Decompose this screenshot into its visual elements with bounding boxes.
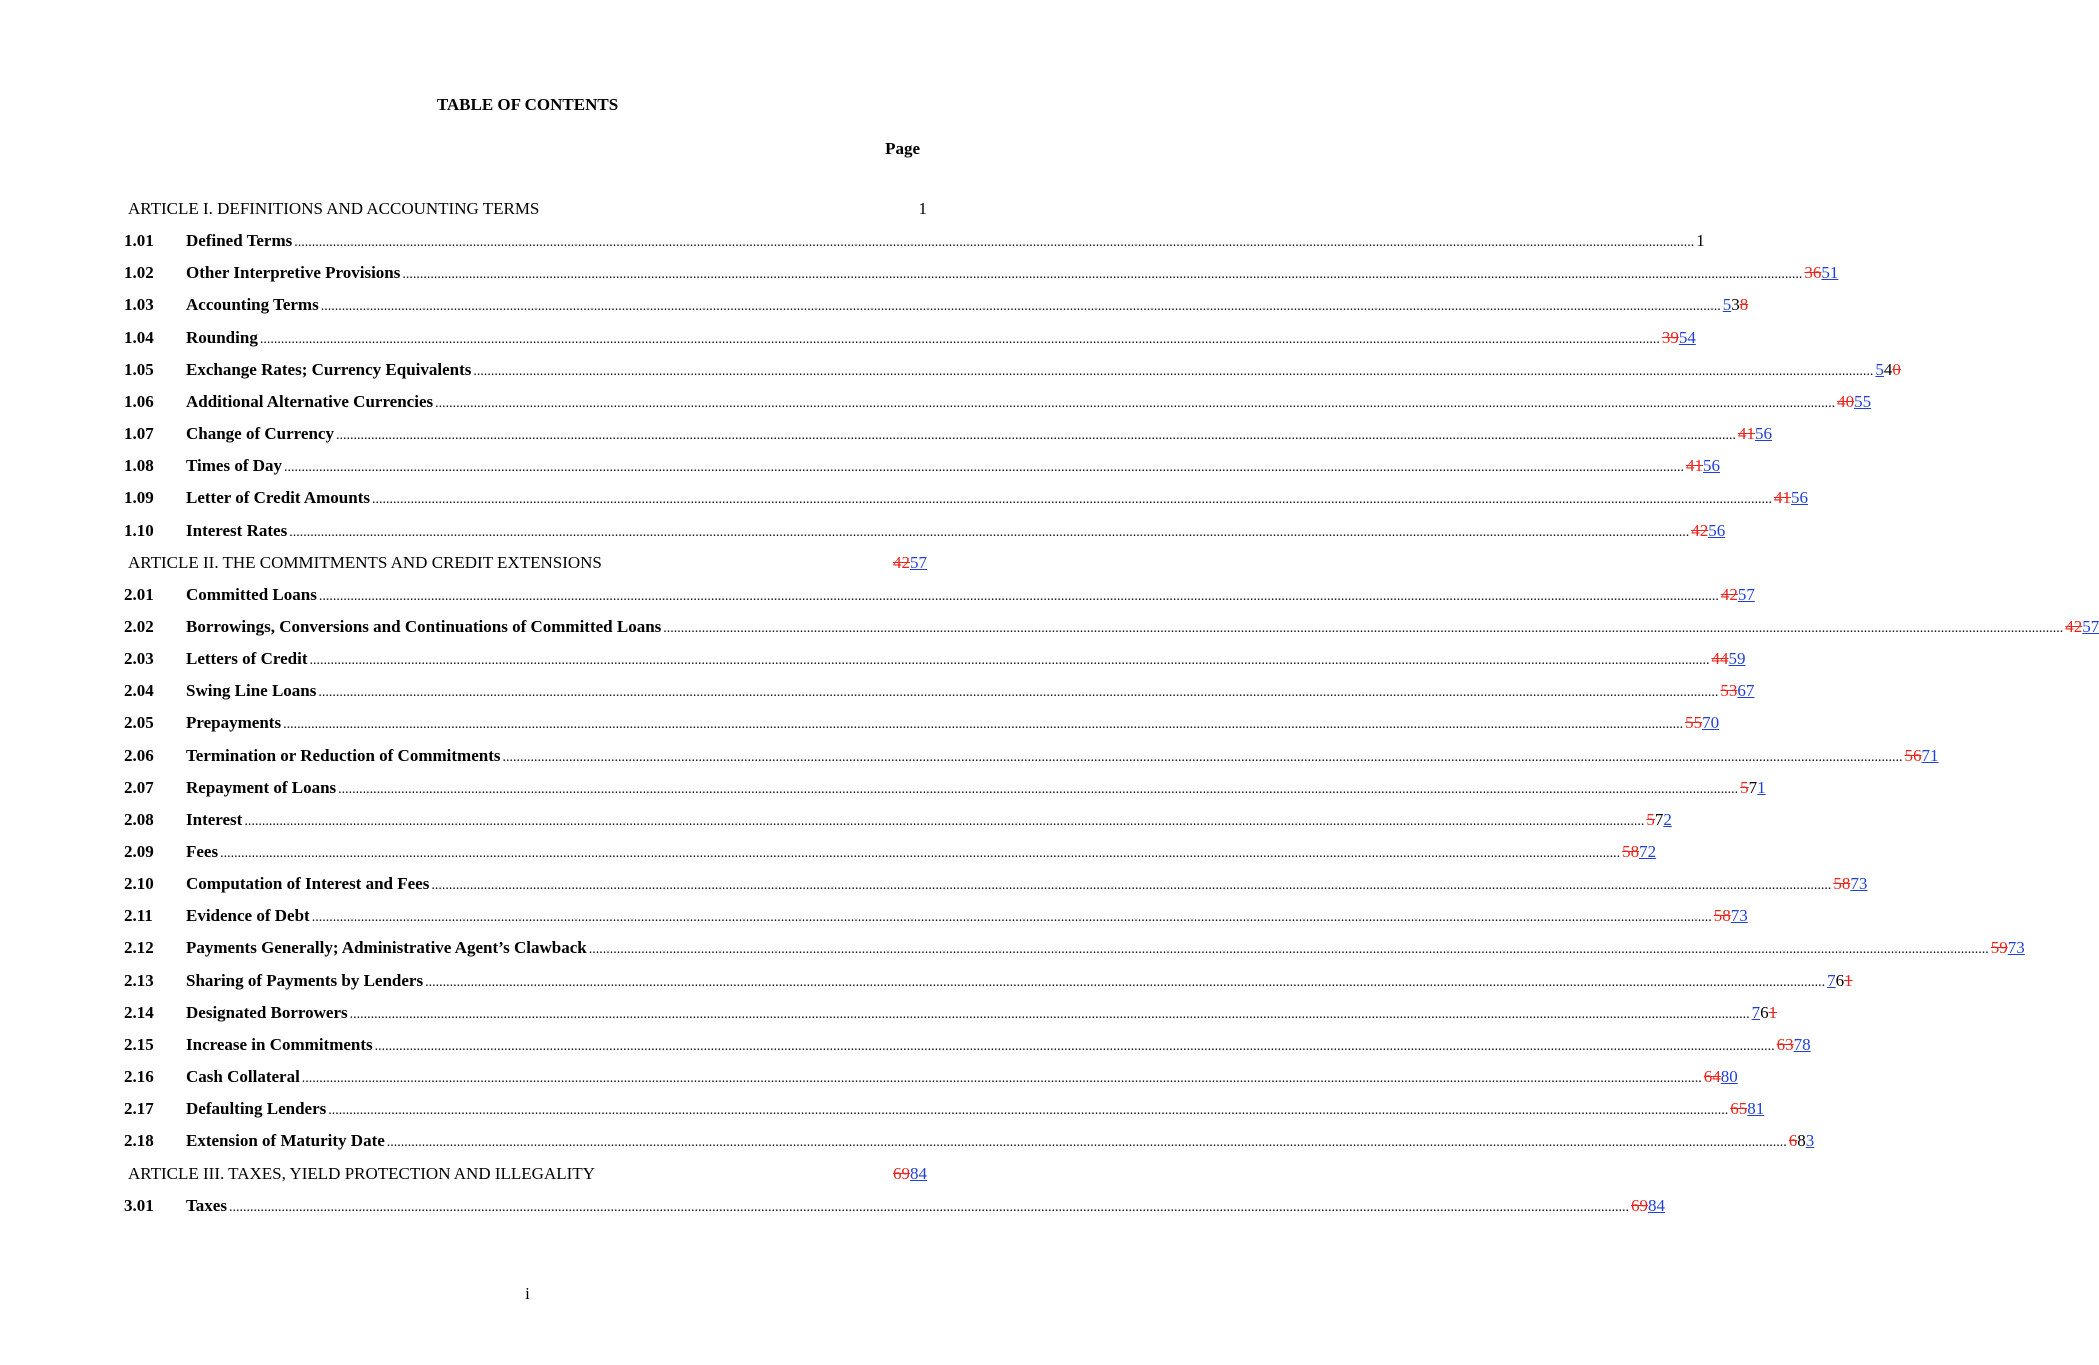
inserted-page-digit: 57: [2082, 616, 2099, 636]
inserted-page-digit: 84: [1647, 1195, 1665, 1215]
section-number: 1.09: [124, 488, 154, 508]
toc-section-row[interactable]: [0, 1000, 1778, 1026]
section-title: Change of Currency: [186, 424, 334, 444]
page-number[interactable]: [1696, 228, 1705, 254]
dot-leader: ................................................................................................................................................................................................................................................................................................................................................................................................................: [220, 846, 1621, 861]
section-title: Additional Alternative Currencies: [186, 391, 434, 411]
section-number: 2.17: [124, 1099, 154, 1119]
inserted-page-digit: 55: [1854, 391, 1872, 411]
deleted-page-digit: 53: [1720, 681, 1738, 701]
toc-article-row[interactable]: [0, 1161, 1055, 1187]
deleted-page-digit: 59: [1990, 938, 2008, 958]
deleted-page-digit: 5: [1646, 809, 1655, 829]
toc-section-row[interactable]: [0, 935, 2025, 961]
page-number[interactable]: [1662, 325, 1696, 351]
toc-entry: [186, 453, 1721, 481]
page-digit: 3: [1731, 295, 1740, 315]
toc-entry: [186, 678, 1755, 706]
toc-section-row[interactable]: [0, 871, 1868, 897]
inserted-page-digit: 70: [1702, 713, 1720, 733]
inserted-page-digit: 2: [1663, 809, 1672, 829]
toc-entry: [128, 550, 927, 576]
toc-entry: [186, 292, 1749, 320]
deleted-page-digit: 69: [1630, 1195, 1648, 1215]
page-number[interactable]: [1711, 646, 1745, 672]
article-title: ARTICLE II. THE COMMITMENTS AND CREDIT EXTENSIONS: [128, 552, 602, 572]
section-title: Increase in Commitments: [186, 1034, 373, 1054]
dot-leader: ................................................................................................................................................................................................................................................................................................................................................................................................................: [349, 1006, 1750, 1022]
toc-entry: [186, 807, 1672, 835]
section-title: Rounding: [186, 327, 258, 347]
toc-section-row[interactable]: [0, 903, 1748, 929]
page-number[interactable]: [2065, 614, 2099, 640]
toc-section-row[interactable]: [0, 389, 1872, 415]
dot-leader: ................................................................................................................................................................................................................................................................................................................................................................................................................: [283, 717, 1684, 733]
section-title: Letter of Credit Amounts: [186, 488, 370, 508]
section-title: Defined Terms: [186, 231, 293, 251]
toc-entry: [128, 196, 927, 222]
inserted-page-digit: 57: [910, 552, 927, 572]
deleted-page-digit: 36: [1804, 263, 1822, 283]
dot-leader: ................................................................................................................................................................................................................................................................................................................................................................................................................: [588, 942, 1989, 958]
page-number[interactable]: [1875, 357, 1901, 383]
inserted-page-digit: 57: [1737, 584, 1755, 604]
page-number[interactable]: [1721, 582, 1755, 608]
section-number: 1.05: [124, 359, 154, 379]
toc-article-row[interactable]: [0, 550, 1055, 576]
inserted-page-digit: 51: [1821, 263, 1839, 283]
dot-leader: ................................................................................................................................................................................................................................................................................................................................................................................................................: [338, 781, 1739, 797]
toc-section-row[interactable]: [0, 582, 1755, 608]
section-number: 2.07: [124, 777, 154, 797]
section-title: Defaulting Lenders: [186, 1099, 327, 1119]
inserted-page-digit: 56: [1708, 520, 1726, 540]
toc-section-row[interactable]: [0, 357, 1901, 383]
dot-leader: ................................................................................................................................................................................................................................................................................................................................................................................................................: [320, 299, 1721, 315]
page-number[interactable]: [1704, 1064, 1738, 1090]
section-title: Interest Rates: [186, 520, 288, 540]
toc-section-row[interactable]: [0, 968, 1853, 994]
dot-leader: ................................................................................................................................................................................................................................................................................................................................................................................................................: [435, 395, 1836, 411]
deleted-page-digit: 65: [1730, 1099, 1748, 1119]
section-title: Computation of Interest and Fees: [186, 874, 430, 894]
dot-leader: ................................................................................................................................................................................................................................................................................................................................................................................................................: [311, 910, 1712, 926]
toc-section-row[interactable]: [0, 421, 1772, 447]
section-title: Borrowings, Conversions and Continuations of Committed Loans: [186, 616, 662, 636]
page-digit: 4: [1883, 359, 1893, 379]
toc-section-row[interactable]: [0, 614, 2099, 640]
article-title: ARTICLE III. TAXES, YIELD PROTECTION AND ILLEGALITY: [128, 1163, 595, 1183]
toc-entry: [128, 1161, 927, 1187]
deleted-page-digit: 42: [2065, 616, 2083, 636]
deleted-page-digit: 8: [1739, 295, 1749, 315]
section-number: 1.08: [124, 456, 154, 476]
deleted-page-digit: 41: [1774, 488, 1791, 508]
section-title: Letters of Credit: [186, 649, 308, 669]
inserted-page-digit: 5: [1722, 295, 1732, 315]
deleted-page-digit: 42: [1691, 520, 1709, 540]
section-number: 2.04: [124, 681, 154, 701]
section-title: Times of Day: [186, 456, 283, 476]
page-number[interactable]: [1686, 453, 1720, 479]
dot-leader: ................................................................................................................................................................................................................................................................................................................................................................................................................: [431, 878, 1832, 894]
section-title: Swing Line Loans: [186, 681, 317, 701]
page-number[interactable]: [1646, 807, 1672, 833]
toc-section-row[interactable]: [0, 1064, 1738, 1090]
toc-entry: [186, 646, 1746, 674]
deleted-page-digit: 58: [1833, 874, 1851, 894]
dot-leader: ................................................................................................................................................................................................................................................................................................................................................................................................................: [386, 1135, 1787, 1151]
toc-entry: [186, 518, 1726, 546]
page-number[interactable]: [1631, 1193, 1665, 1219]
dot-leader: ................................................................................................................................................................................................................................................................................................................................................................................................................: [228, 1199, 1629, 1215]
page-digit: 8: [1797, 1131, 1806, 1151]
section-title: Interest: [186, 809, 243, 829]
page-digit: 6: [1835, 970, 1845, 990]
inserted-page-digit: 1: [1757, 777, 1766, 797]
dot-leader: ................................................................................................................................................................................................................................................................................................................................................................................................................: [259, 331, 1660, 347]
section-number: 1.01: [124, 231, 154, 251]
toc-entry: [186, 1032, 1811, 1060]
section-number: 1.04: [124, 327, 154, 347]
deleted-page-digit: 56: [1904, 745, 1922, 765]
toc-section-row[interactable]: [0, 710, 1720, 736]
article-title: ARTICLE I. DEFINITIONS AND ACCOUNTING TERMS: [128, 199, 540, 218]
section-number: 1.06: [124, 391, 154, 411]
section-title: Evidence of Debt: [186, 906, 310, 926]
toc-section-row[interactable]: [0, 1032, 1811, 1058]
page-number[interactable]: [1774, 485, 1808, 511]
inserted-page-digit: 56: [1754, 424, 1772, 444]
section-number: 2.15: [124, 1034, 154, 1054]
page-number[interactable]: [1804, 260, 1838, 286]
section-number: 3.01: [124, 1195, 154, 1215]
toc-entry: [186, 389, 1872, 417]
inserted-page-digit: 73: [1850, 874, 1868, 894]
deleted-page-digit: 41: [1737, 424, 1755, 444]
page-number[interactable]: [1789, 1128, 1815, 1154]
dot-leader: ................................................................................................................................................................................................................................................................................................................................................................................................................: [473, 363, 1874, 379]
toc-entry: [186, 1128, 1815, 1156]
toc-entry: [186, 935, 2025, 963]
section-number: 2.11: [124, 906, 153, 926]
page-number[interactable]: [1720, 678, 1754, 704]
inserted-page-digit: 7: [1751, 1002, 1761, 1022]
section-number: 2.12: [124, 938, 154, 958]
page-digit: 6: [1760, 1002, 1769, 1022]
deleted-page-digit: 1: [1768, 1002, 1778, 1022]
toc-entry: [186, 260, 1839, 288]
section-number: 2.09: [124, 842, 154, 861]
page-number[interactable]: [1833, 871, 1867, 897]
page-number[interactable]: [1904, 743, 1938, 769]
section-title: Extension of Maturity Date: [186, 1131, 385, 1151]
page-number[interactable]: [1777, 1032, 1811, 1058]
deleted-page-digit: 69: [893, 1163, 910, 1183]
page-digit: 7: [1748, 777, 1758, 797]
page-digit: 1: [1696, 231, 1705, 251]
section-number: 2.06: [124, 745, 154, 765]
toc-entry: [186, 582, 1755, 610]
section-number: 1.03: [124, 295, 154, 315]
inserted-page-digit: 73: [2007, 938, 2025, 958]
page-column-label: Page: [885, 139, 920, 158]
dot-leader: ................................................................................................................................................................................................................................................................................................................................................................................................................: [335, 428, 1736, 444]
toc-article-row[interactable]: [0, 196, 1055, 222]
toc-entry: [186, 839, 1657, 867]
section-title: Fees: [186, 842, 219, 861]
section-number: 2.01: [124, 584, 154, 604]
section-number: 2.14: [124, 1002, 154, 1022]
section-number: 2.05: [124, 713, 154, 733]
toc-section-row[interactable]: [0, 518, 1726, 544]
section-title: Accounting Terms: [186, 295, 319, 315]
section-title: Cash Collateral: [186, 1067, 300, 1087]
section-title: Other Interpretive Provisions: [186, 263, 401, 283]
toc-entry: [186, 775, 1766, 803]
page-number[interactable]: [1730, 1096, 1764, 1122]
inserted-page-digit: 56: [1791, 488, 1808, 508]
inserted-page-digit: 80: [1720, 1067, 1738, 1087]
toc-section-row[interactable]: [0, 325, 1696, 351]
dot-leader: ................................................................................................................................................................................................................................................................................................................................................................................................................: [309, 653, 1710, 669]
deleted-page-digit: 55: [1685, 713, 1703, 733]
section-title: Termination or Reduction of Commitments: [186, 745, 501, 765]
deleted-page-digit: 40: [1837, 391, 1855, 411]
page-number[interactable]: [1752, 1000, 1778, 1026]
dot-leader: ................................................................................................................................................................................................................................................................................................................................................................................................................: [289, 524, 1690, 540]
deleted-page-digit: 5: [1740, 777, 1749, 797]
page-number[interactable]: [1837, 389, 1871, 415]
inserted-page-digit: 81: [1747, 1099, 1765, 1119]
deleted-page-digit: 39: [1661, 327, 1679, 347]
section-number: 1.02: [124, 263, 154, 283]
page-digit: 7: [1654, 809, 1664, 829]
page-number[interactable]: [1691, 518, 1725, 544]
section-title: Committed Loans: [186, 584, 317, 604]
toc-section-row[interactable]: [0, 839, 1657, 865]
deleted-page-digit: 44: [1711, 649, 1729, 669]
section-number: 2.16: [124, 1067, 154, 1087]
page-title: TABLE OF CONTENTS: [436, 95, 619, 114]
section-number: 1.10: [124, 520, 154, 540]
section-number: 2.08: [124, 809, 154, 829]
section-title: Designated Borrowers: [186, 1002, 348, 1022]
dot-leader: ................................................................................................................................................................................................................................................................................................................................................................................................................: [318, 685, 1719, 701]
page-number[interactable]: [919, 196, 928, 222]
deleted-page-digit: 58: [1713, 906, 1731, 926]
dot-leader: ................................................................................................................................................................................................................................................................................................................................................................................................................: [328, 1103, 1729, 1119]
section-number: 2.10: [124, 874, 154, 894]
inserted-page-digit: 71: [1921, 745, 1939, 765]
inserted-page-digit: 59: [1728, 649, 1746, 669]
toc-entry: [186, 614, 2099, 642]
dot-leader: ................................................................................................................................................................................................................................................................................................................................................................................................................: [425, 974, 1826, 990]
page-number[interactable]: [1991, 935, 2025, 961]
toc-entry: [186, 1096, 1765, 1124]
page-number[interactable]: [893, 550, 927, 576]
toc-entry: [186, 871, 1868, 899]
inserted-page-digit: 3: [1805, 1131, 1815, 1151]
deleted-page-digit: 42: [893, 552, 910, 572]
toc-entry: [186, 325, 1696, 353]
toc-entry: [186, 903, 1748, 931]
toc-section-row[interactable]: [0, 775, 1766, 801]
page-number[interactable]: [893, 1161, 927, 1187]
page-number[interactable]: [1738, 421, 1772, 447]
deleted-page-digit: 64: [1703, 1067, 1721, 1087]
toc-entry: [186, 357, 1901, 385]
toc-entry: [186, 421, 1772, 449]
toc-section-row[interactable]: [0, 260, 1839, 286]
section-title: Exchange Rates; Currency Equivalents: [186, 359, 472, 379]
inserted-page-digit: 5: [1875, 359, 1884, 379]
inserted-page-digit: 78: [1793, 1034, 1811, 1054]
toc-section-row[interactable]: [0, 807, 1672, 833]
toc-section-row[interactable]: [0, 453, 1721, 479]
deleted-page-digit: 41: [1686, 456, 1704, 476]
page-number[interactable]: [1685, 710, 1719, 736]
page-number[interactable]: [1827, 968, 1853, 994]
dot-leader: ................................................................................................................................................................................................................................................................................................................................................................................................................: [301, 1071, 1702, 1087]
toc-section-row[interactable]: [0, 646, 1746, 672]
section-title: Prepayments: [186, 713, 282, 733]
dot-leader: ................................................................................................................................................................................................................................................................................................................................................................................................................: [402, 267, 1803, 283]
toc-section-row[interactable]: [0, 1128, 1815, 1154]
toc-entry: [186, 710, 1720, 738]
dot-leader: ................................................................................................................................................................................................................................................................................................................................................................................................................: [244, 813, 1645, 829]
section-title: Payments Generally; Administrative Agent’s Clawback: [186, 938, 587, 958]
dot-leader: ................................................................................................................................................................................................................................................................................................................................................................................................................: [663, 620, 2064, 636]
inserted-page-digit: 67: [1737, 681, 1755, 701]
toc-section-row[interactable]: [0, 1193, 1665, 1219]
section-title: Repayment of Loans: [186, 777, 337, 797]
page-number[interactable]: [1740, 775, 1766, 801]
page-number[interactable]: [1723, 292, 1749, 318]
deleted-page-digit: 6: [1788, 1131, 1798, 1151]
page-number[interactable]: [1622, 839, 1656, 865]
section-number: 2.02: [124, 616, 154, 636]
dot-leader: ................................................................................................................................................................................................................................................................................................................................................................................................................: [374, 1038, 1775, 1054]
deleted-page-digit: 63: [1776, 1034, 1794, 1054]
toc-entry: [186, 1000, 1778, 1028]
inserted-page-digit: 84: [910, 1163, 927, 1183]
toc-entry: [186, 228, 1705, 256]
toc-entry: [186, 1064, 1738, 1092]
toc-entry: [186, 485, 1808, 513]
page-digit: 1: [918, 199, 927, 218]
deleted-page-digit: 1: [1844, 970, 1853, 990]
inserted-page-digit: 73: [1730, 906, 1748, 926]
toc-section-row[interactable]: [0, 1096, 1765, 1122]
section-number: 2.13: [124, 970, 154, 990]
page-number[interactable]: [1714, 903, 1748, 929]
dot-leader: ................................................................................................................................................................................................................................................................................................................................................................................................................: [284, 460, 1685, 476]
dot-leader: ................................................................................................................................................................................................................................................................................................................................................................................................................: [372, 492, 1772, 508]
footer-page-number: i: [525, 1284, 530, 1303]
toc-section-row[interactable]: [0, 228, 1705, 254]
toc-entry: [186, 1193, 1665, 1221]
inserted-page-digit: 72: [1639, 842, 1657, 861]
inserted-page-digit: 54: [1678, 327, 1696, 347]
deleted-page-digit: 58: [1622, 842, 1640, 861]
toc-section-row[interactable]: [0, 292, 1749, 318]
toc-section-row[interactable]: [0, 485, 1808, 511]
section-number: 1.07: [124, 424, 154, 444]
section-number: 2.18: [124, 1131, 154, 1151]
toc-entry: [186, 968, 1853, 996]
toc-entry: [186, 743, 1939, 771]
deleted-page-digit: 0: [1892, 359, 1901, 379]
inserted-page-digit: 7: [1827, 970, 1836, 990]
inserted-page-digit: 56: [1703, 456, 1721, 476]
section-number: 2.03: [124, 649, 154, 669]
dot-leader: ................................................................................................................................................................................................................................................................................................................................................................................................................: [294, 235, 1695, 251]
deleted-page-digit: 42: [1720, 584, 1738, 604]
toc-section-row[interactable]: [0, 678, 1755, 704]
section-title: Taxes: [186, 1195, 227, 1215]
section-title: Sharing of Payments by Lenders: [186, 970, 424, 990]
dot-leader: ................................................................................................................................................................................................................................................................................................................................................................................................................: [502, 749, 1903, 765]
toc-section-row[interactable]: [0, 743, 1939, 769]
dot-leader: ................................................................................................................................................................................................................................................................................................................................................................................................................: [318, 588, 1719, 604]
